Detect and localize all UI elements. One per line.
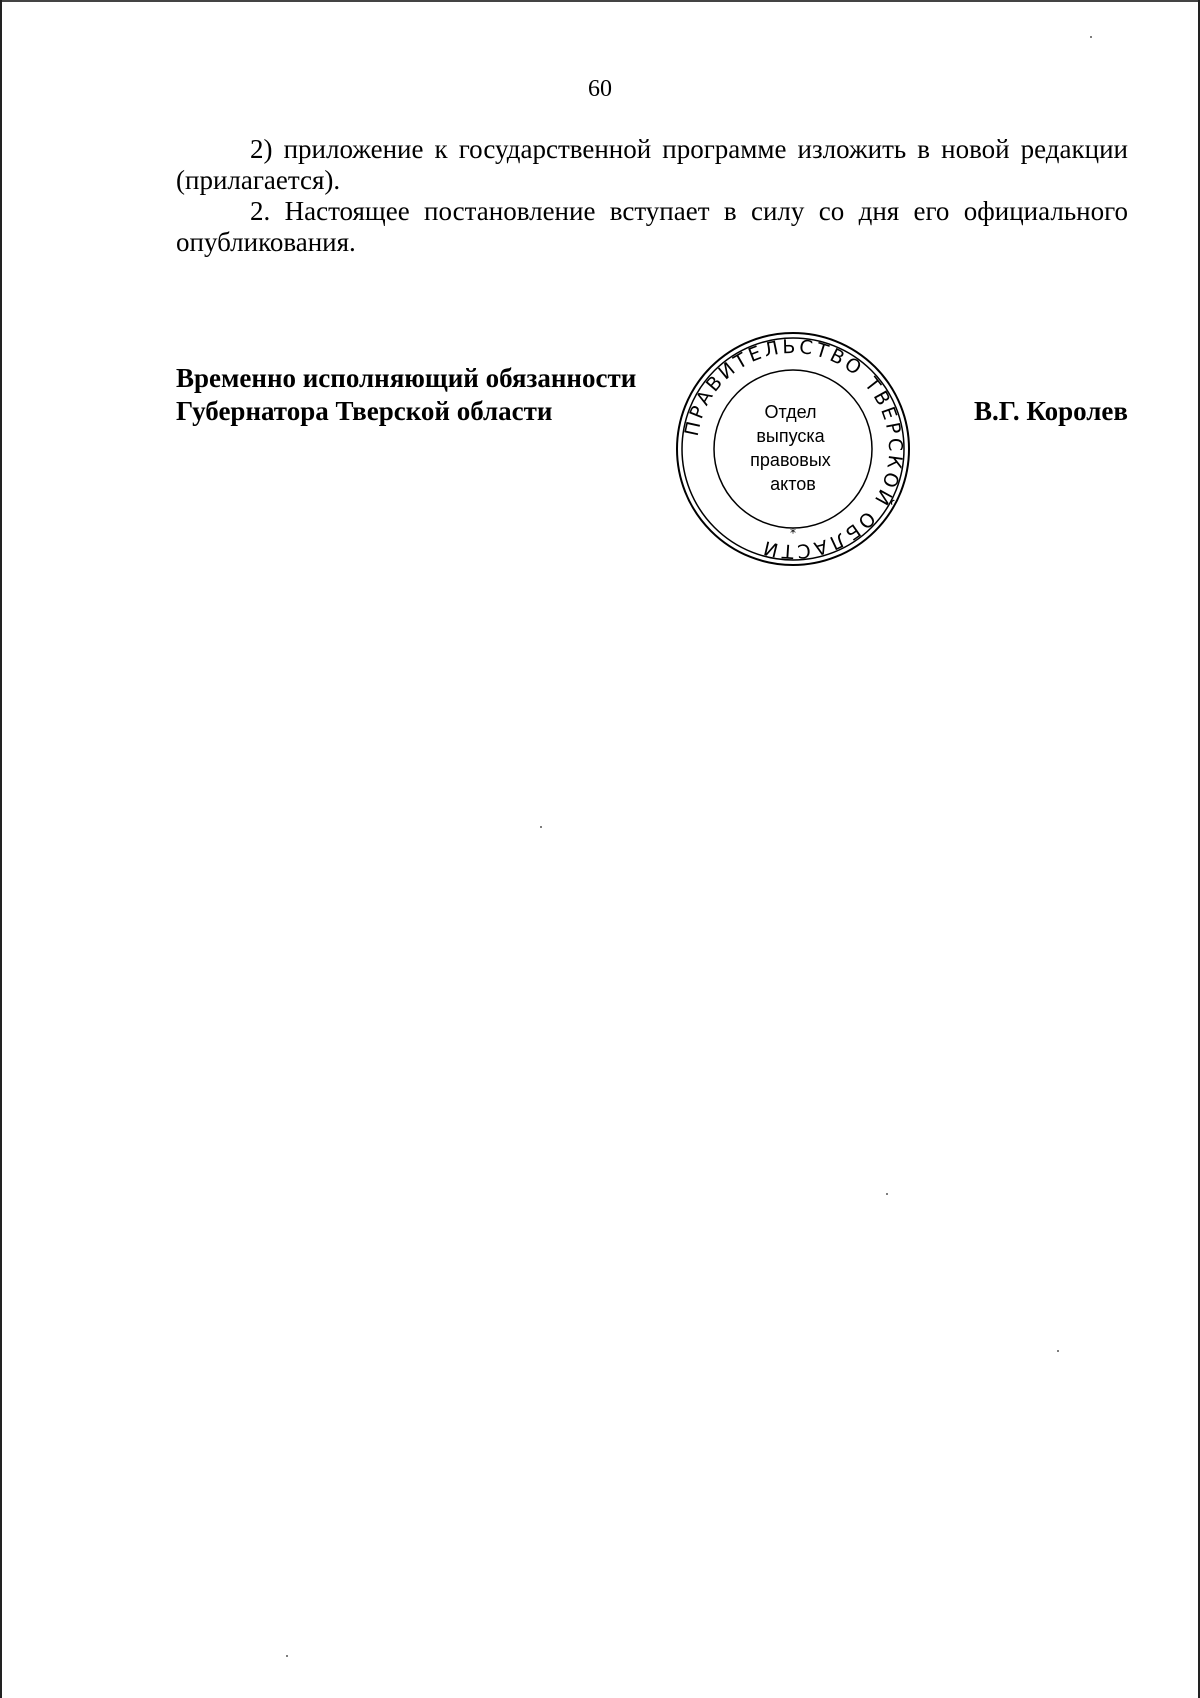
seal-outer-text: ПРАВИТЕЛЬСТВО ТВЕРСКОЙ ОБЛАСТИ	[680, 335, 907, 563]
document-body	[176, 134, 1128, 258]
paragraph-1: 2) приложение к государственной программе изложить в новой редакции (прилагается).	[176, 134, 1128, 195]
svg-text:Отдел выпуска правовых	[750, 402, 836, 494]
scan-speck	[886, 1193, 888, 1195]
scan-speck	[286, 1655, 288, 1657]
official-seal	[673, 329, 913, 569]
scan-speck	[1090, 36, 1092, 38]
page-number: 60	[588, 76, 612, 102]
seal-inner-ring	[714, 370, 872, 528]
scan-border-left	[0, 0, 2, 1698]
seal-inner-line-3: правовых	[750, 450, 831, 470]
signatory-name: В.Г. Королев	[974, 396, 1128, 426]
signatory-position-line-2: Губернатора Тверской области	[176, 396, 553, 426]
signatory-position	[176, 362, 636, 428]
scan-border-top	[0, 0, 1200, 2]
scan-speck	[540, 826, 542, 828]
seal-inner-line-1: Отдел	[764, 402, 817, 422]
signatory-position-line-1: Временно исполняющий обязанности	[176, 363, 637, 393]
seal-star: *	[790, 526, 796, 540]
seal-inner-line-2: выпуска	[756, 426, 825, 446]
scan-speck	[1057, 1350, 1059, 1352]
seal-inner-line-4: актов	[770, 474, 816, 494]
paragraph-2: 2. Настоящее постановление вступает в силу со дня его официального опубликования.	[176, 196, 1128, 257]
